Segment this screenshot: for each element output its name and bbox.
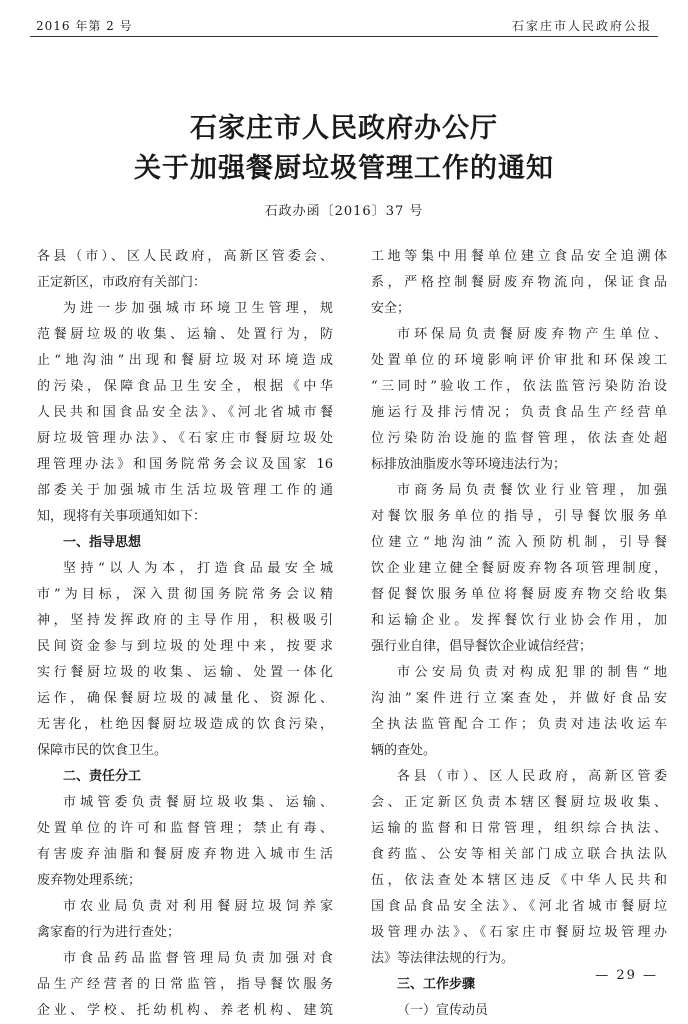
text-line: 圾管理办法》、《石家庄市餐厨垃圾管理办 (371, 925, 667, 940)
text-line: 理管理办法》和国务院常务会议及国家 16 (37, 457, 333, 472)
title-line-1: 石家庄市人民政府办公厅 (190, 113, 498, 144)
text-line: 对餐饮服务单位的指导，引导餐饮服务单 (371, 509, 667, 524)
text-line: 工地等集中用餐单位建立食品安全追溯体 (371, 249, 667, 264)
text-line: 为进一步加强城市环境卫生管理，规 (63, 301, 333, 316)
text-line: 有害废弃油脂和餐厨废弃物进入城市生活 (37, 847, 333, 862)
text-line: 处置单位的环境影响评价审批和环保竣工 (371, 353, 667, 368)
text-line: 督促餐饮服务单位将餐厨废弃物交给收集 (371, 587, 667, 602)
text-line: 全执法监管配合工作；负责对违法收运车 (371, 717, 667, 732)
text-line: 厨垃圾管理办法》、《石家庄市餐厨垃圾处 (37, 431, 333, 446)
text-line: 废弃物处理系统； (37, 873, 142, 888)
text-line: 会、正定新区负责本辖区餐厨垃圾收集、 (371, 795, 667, 810)
text-line: 无害化，杜绝因餐厨垃圾造成的饮食污染， (37, 717, 333, 732)
text-line: 强行业自律，倡导餐饮企业诚信经营； (371, 639, 593, 654)
text-line: 市公安局负责对构成犯罪的制售“地 (397, 665, 667, 680)
text-line: 市食品药品监督管理局负责加强对食 (63, 951, 333, 966)
text-line: 运输的监督和日常管理，组织综合执法、 (371, 821, 667, 836)
text-line: “三同时”验收工作，依法监管污染防治设 (371, 379, 667, 394)
text-line: 正定新区，市政府有关部门： (37, 275, 207, 290)
section-heading: 三、工作步骤 (397, 977, 476, 992)
text-line: 施运行及排污情况；负责食品生产经营单 (371, 405, 667, 420)
text-line: 位建立“地沟油”流入预防机制，引导餐 (371, 535, 667, 550)
text-line: 市农业局负责对利用餐厨垃圾饲养家 (63, 899, 333, 914)
text-line: 系，严格控制餐厨废弃物流向，保证食品 (371, 275, 667, 290)
text-line: 运作，确保餐厨垃圾的减量化、资源化、 (37, 691, 333, 706)
text-line: 市”为目标，深入贯彻国务院常务会议精 (37, 587, 333, 602)
text-line: 禽家畜的行为进行查处； (37, 925, 181, 940)
text-line: 实行餐厨垃圾的收集、运输、处置一体化 (37, 665, 333, 680)
text-line: 知，现将有关事项通知如下： (37, 509, 207, 524)
text-line: 坚持“以人为本，打造食品最安全城 (63, 561, 333, 576)
text-line: 各县（市）、区人民政府，高新区管委会、 (37, 249, 333, 264)
left-column (37, 244, 333, 1024)
text-line: 止“地沟油”出现和餐厨垃圾对环境造成 (37, 353, 333, 368)
text-line: 位污染防治设施的监督管理，依法查处超 (371, 431, 667, 446)
text-line: 处置单位的许可和监督管理；禁止有毒、 (37, 821, 333, 836)
text-line: 辆的查处。 (371, 743, 437, 758)
text-line: 沟油”案件进行立案查处，并做好食品安 (371, 691, 667, 706)
text-line: 饮企业建立健全餐厨废弃物各项管理制度， (371, 561, 667, 576)
text-line: 和运输企业。发挥餐饮行业协会作用，加 (371, 613, 667, 628)
title-line-2: 关于加强餐厨垃圾管理工作的通知 (134, 153, 554, 184)
text-line: 部委关于加强城市生活垃圾管理工作的通 (37, 483, 333, 498)
text-line: 国食品食品安全法》、《河北省城市餐厨垃 (371, 899, 667, 914)
text-line: 保障市民的饮食卫生。 (37, 743, 168, 758)
text-line: 的污染，保障食品卫生安全，根据《中华 (37, 379, 333, 394)
running-header (30, 14, 658, 37)
right-column (371, 244, 667, 1024)
text-line: 人民共和国食品安全法》、《河北省城市餐 (37, 405, 333, 420)
text-line: 市城管委负责餐厨垃圾收集、运输、 (63, 795, 333, 810)
issue-label: 2016 年第 2 号 (36, 19, 133, 33)
document-number: 石政办函〔2016〕37 号 (264, 204, 424, 219)
section-heading: 一、指导思想 (63, 535, 142, 550)
text-line: 法》等法律法规的行为。 (371, 951, 515, 966)
text-line: 市商务局负责餐饮业行业管理，加强 (397, 483, 667, 498)
text-line: 市环保局负责餐厨废弃物产生单位、 (397, 327, 667, 342)
text-line: 各县（市）、区人民政府，高新区管委 (397, 769, 667, 784)
text-line: 食药监、公安等相关部门成立联合执法队 (371, 847, 667, 862)
text-line: 伍，依法查处本辖区违反《中华人民共和 (371, 873, 667, 888)
text-line: 标排放油脂废水等环境违法行为； (371, 457, 567, 472)
text-line: 品生产经营者的日常监管，指导餐饮服务 (37, 977, 333, 992)
text-line: 民间资金参与到垃圾的处理中来，按要求 (37, 639, 333, 654)
text-line: 安全； (371, 301, 411, 316)
section-heading: 二、责任分工 (63, 769, 142, 784)
subsection-heading: （一）宣传动员 (397, 1003, 489, 1018)
publication-name: 石家庄市人民政府公报 (511, 19, 652, 33)
text-line: 范餐厨垃圾的收集、运输、处置行为，防 (37, 327, 333, 342)
text-line: 企业、学校、托幼机构、养老机构、建筑 (37, 1003, 333, 1018)
text-line: 神，坚持发挥政府的主导作用，积极吸引 (37, 613, 333, 628)
page-number: — 29 — (595, 968, 658, 983)
